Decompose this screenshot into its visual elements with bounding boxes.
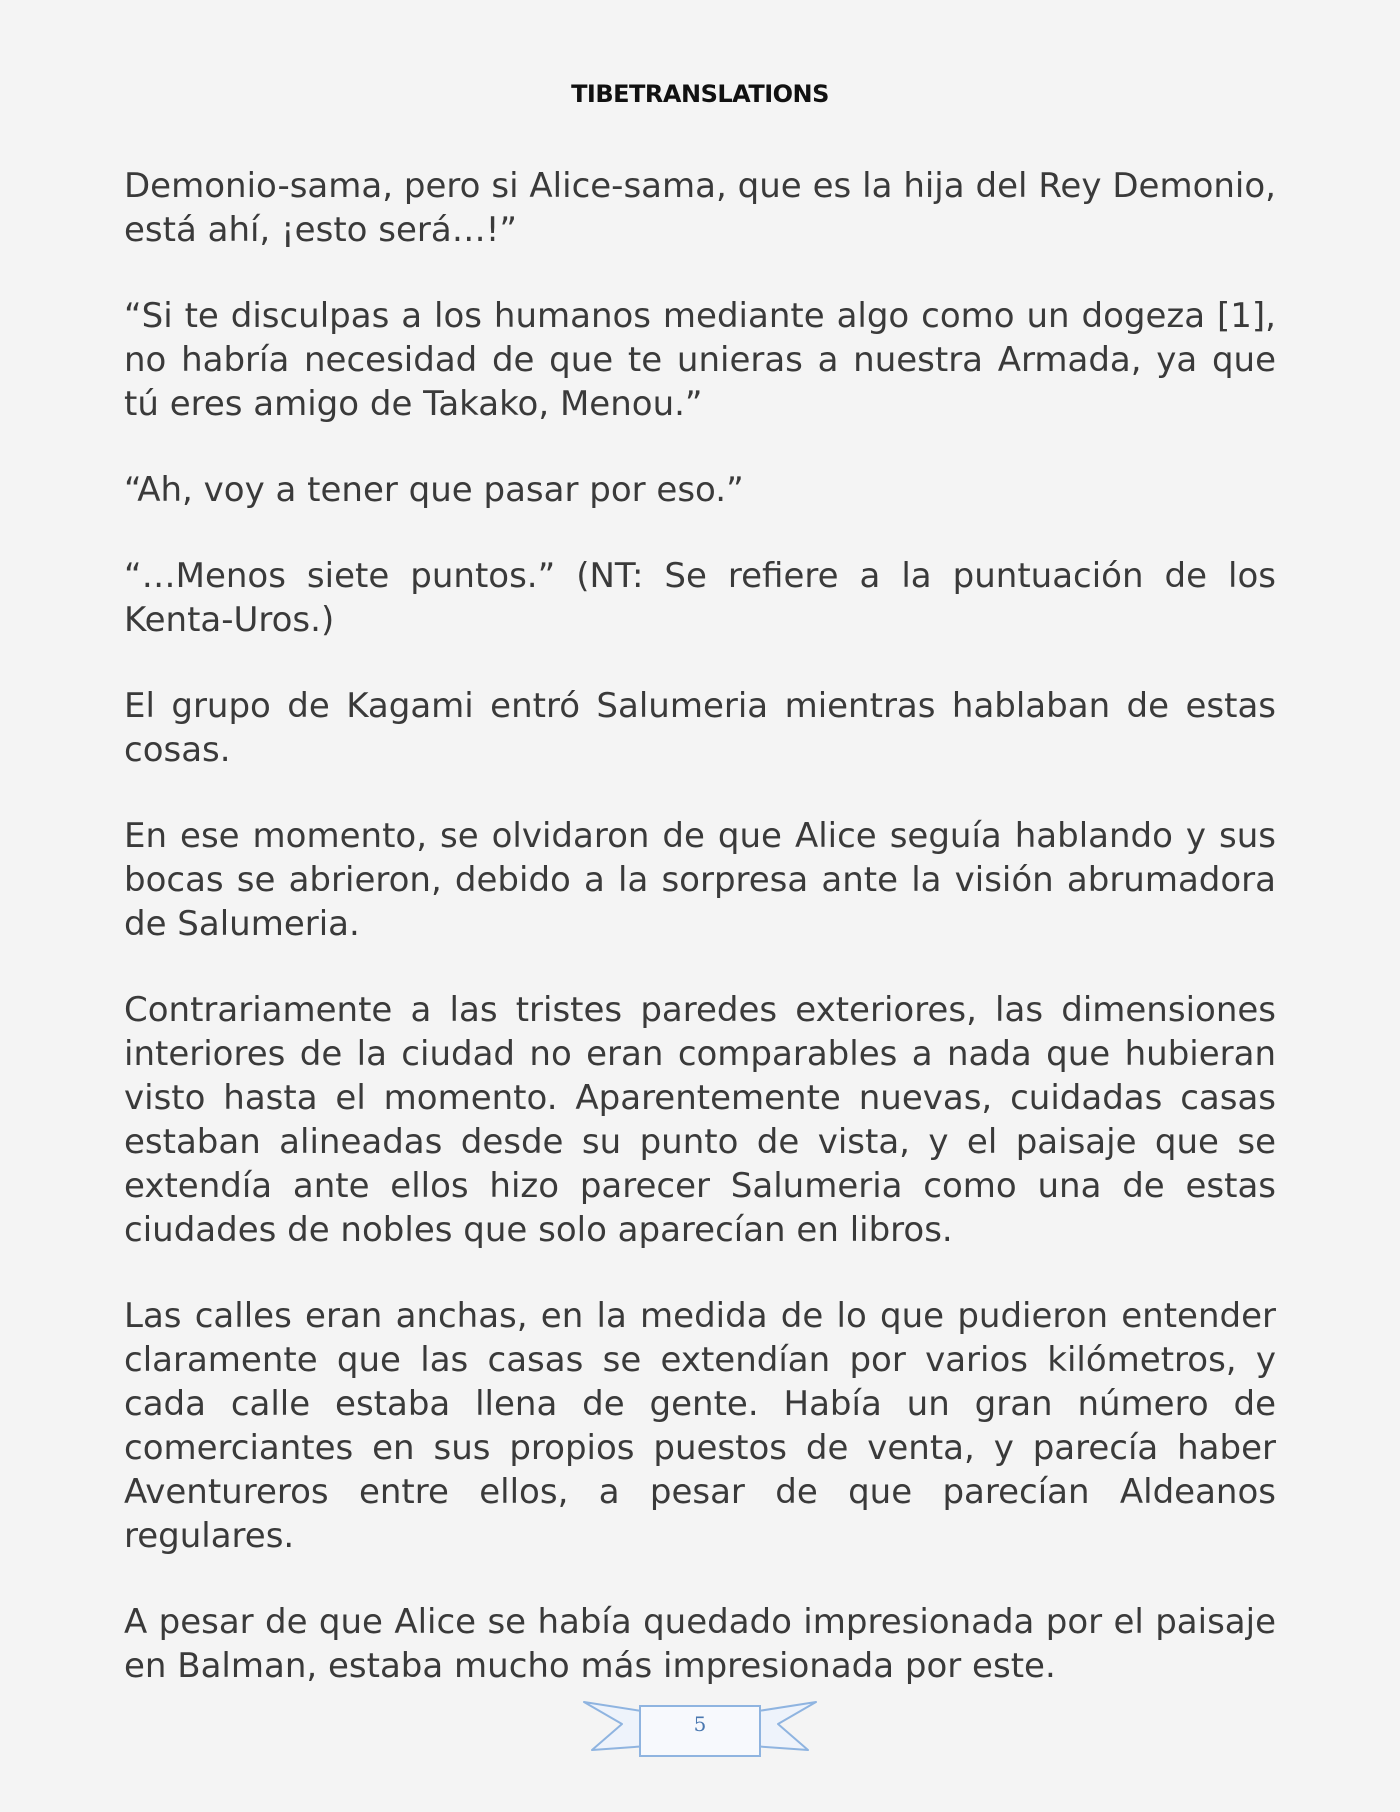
paragraph: En ese momento, se olvidaron de que Alice seguía hablando y sus bocas se abrieron, debido a la sorpresa ante la visión abrumadora de Salumeria. <box>124 816 1276 944</box>
page-body <box>124 164 1276 1730</box>
paragraph: Las calles eran anchas, en la medida de lo que pudieron entender claramente que las casas se extendían por varios kilómetros, y cada calle estaba llena de gente. Había un gran número de comerciantes en sus propios puestos de venta, y parecía haber Aventureros entre ellos, a pesar de que parecían Aldeanos regulares. <box>124 1296 1276 1556</box>
page-number-ribbon <box>582 1694 818 1764</box>
paragraph: “Si te disculpas a los humanos mediante algo como un dogeza [1], no habría necesidad de que te unieras a nuestra Armada, ya que tú eres amigo de Takako, Menou.” <box>124 296 1276 424</box>
paragraph: “…Menos siete puntos.” (NT: Se refiere a la puntuación de los Kenta-Uros.) <box>124 556 1276 640</box>
paragraph: Demonio-sama, pero si Alice-sama, que es la hija del Rey Demonio, está ahí, ¡esto será…!” <box>124 166 1276 250</box>
brand-header: TIBETRANSLATIONS <box>571 80 829 108</box>
paragraph: A pesar de que Alice se había quedado impresionada por el paisaje en Balman, estaba mucho más impresionada por este. <box>124 1602 1276 1686</box>
page-number: 5 <box>693 1712 707 1736</box>
paragraph: “Ah, voy a tener que pasar por eso.” <box>124 470 744 510</box>
paragraph: El grupo de Kagami entró Salumeria mientras hablaban de estas cosas. <box>124 686 1276 770</box>
paragraph: Contrariamente a las tristes paredes exteriores, las dimensiones interiores de la ciudad no eran comparables a nada que hubieran visto hasta el momento. Aparentemente nuevas, cuidadas casas estaban alineadas desde su punto de vista, y el paisaje que se extendía ante ellos hizo parecer Salumeria como una de estas ciudades de nobles que solo aparecían en libros. <box>124 990 1276 1250</box>
